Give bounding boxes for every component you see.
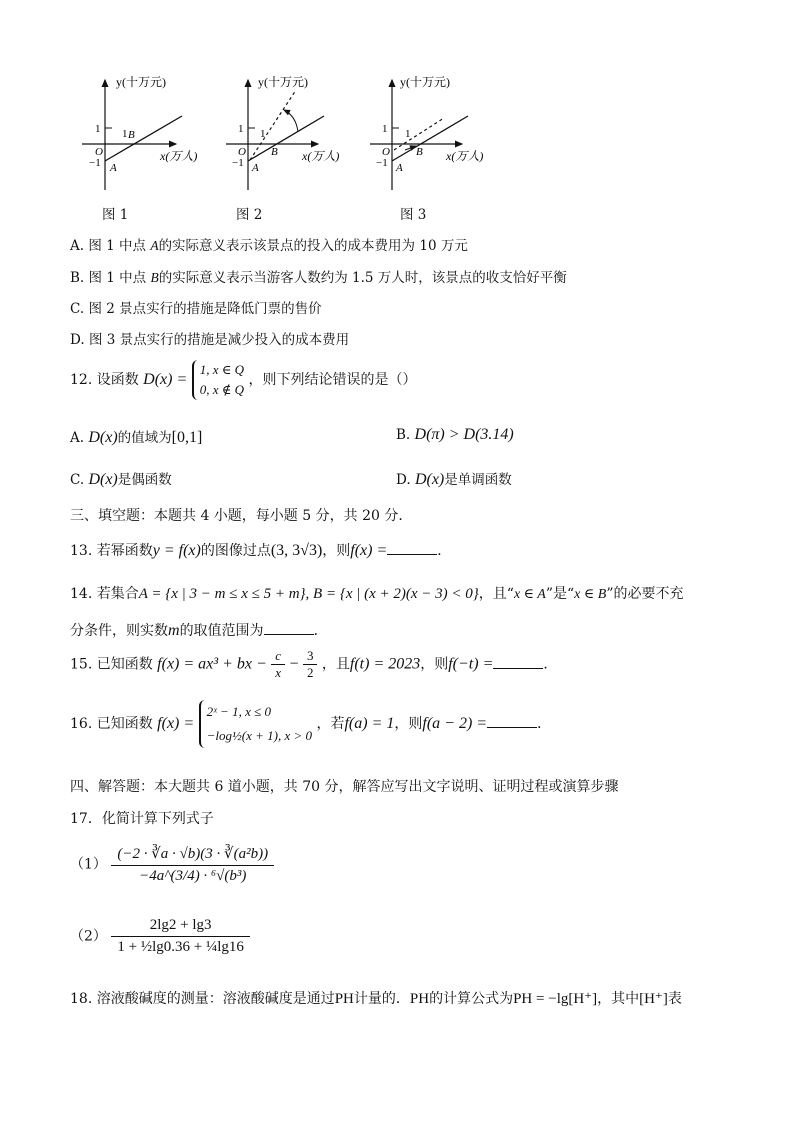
math: f(−t) = [448, 655, 494, 673]
q12-stem [70, 360, 416, 400]
question-number: 13. [70, 543, 93, 559]
option-text: 图 1 中点 [88, 270, 151, 286]
q11-option-c [70, 297, 322, 317]
denominator: 1 + ½lg0.36 + ¼lg16 [117, 939, 244, 955]
option-text: 的实际意义表示该景点的投入的成本费用为 10 万元 [158, 238, 468, 254]
option-letter: C. [70, 301, 85, 317]
q14-line-2 [70, 620, 328, 640]
question-number: 16. [70, 716, 93, 732]
q17-part-2 [70, 915, 250, 958]
fig3-point-a: A [396, 162, 403, 174]
function-name: D(x) = [143, 371, 188, 388]
math: PH = −lg[H⁺] [513, 991, 598, 1007]
question-text: 若集合 [96, 586, 139, 602]
q12-option-b [396, 426, 514, 444]
option-var: A [150, 238, 159, 253]
fig3-tick-1: 1 [382, 123, 388, 135]
q12-option-d [396, 468, 512, 489]
part-label: （1） [70, 856, 107, 873]
option-letter: B. [70, 270, 85, 286]
option-letter: C. [70, 472, 85, 488]
fig2-tick-1: 1 [238, 123, 244, 135]
question-text: ”的必要不充 [606, 586, 684, 602]
question-text: ，则 [420, 656, 449, 673]
q12-option-a [70, 426, 202, 447]
fraction-expression-1 [111, 842, 274, 887]
fig3-x-label: x(万人) [446, 149, 484, 163]
question-number: 15. [70, 656, 93, 673]
question-text: ，若 [316, 716, 345, 732]
question-text: ，且“ [478, 586, 514, 602]
case-1: 1, x ∈ Q [199, 362, 245, 377]
question-text: 分条件，则实数 [70, 623, 168, 639]
option-text: 图 3 景点实行的措施是减少投入的成本费用 [88, 332, 350, 348]
option-math: D(x) [88, 471, 118, 488]
option-letter: D. [396, 472, 411, 488]
math: PH [409, 991, 430, 1007]
option-text: 是单调函数 [444, 472, 512, 488]
fig2-y-label: y(十万元) [258, 75, 308, 89]
fig3-y-label: y(十万元) [400, 75, 450, 89]
option-text: 是偶函数 [117, 472, 172, 488]
answer-blank[interactable] [493, 656, 543, 669]
q17-part-1 [70, 842, 274, 887]
answer-blank[interactable] [487, 715, 537, 728]
case-2: 0, x ∉ Q [199, 382, 245, 397]
function-name: f(x) = [157, 715, 195, 732]
question-text: 若幂函数 [96, 543, 153, 559]
fig1-point-b: B [128, 129, 135, 141]
fig3-tick-neg1: −1 [376, 157, 388, 169]
question-text: ，则 [322, 543, 351, 559]
question-number: 14. [70, 586, 93, 602]
math: x ∈ A [513, 587, 546, 602]
q16 [70, 700, 551, 748]
option-math: D(x) [414, 471, 445, 488]
option-text: 图 1 中点 [88, 238, 151, 254]
option-math: [0,1] [171, 429, 203, 446]
section-3-heading: 三、填空题：本题共 4 小题，每小题 5 分，共 20 分． [70, 508, 413, 524]
figure-3 [370, 74, 483, 190]
question-text: ． [543, 656, 558, 673]
section-4-heading: 四、解答题：本大题共 6 道小题，共 70 分，解答应写出文字说明、证明过程或演算步骤 [70, 779, 619, 795]
figures-row [0, 0, 794, 225]
q11-option-d [70, 328, 349, 348]
math: f(x) = ax³ + bx − [157, 655, 267, 673]
piecewise-cases [199, 700, 312, 748]
fraction-c-over-x [271, 648, 285, 681]
question-text: 溶液酸碱度的测量：溶液酸碱度是通过 [96, 991, 335, 1007]
math: f(a − 2) = [422, 715, 488, 732]
math: PH [334, 991, 354, 1007]
answer-blank[interactable] [387, 542, 437, 555]
answer-blank[interactable] [264, 622, 314, 635]
question-text: 的图像过点 [200, 543, 271, 559]
fig1-point-a: A [110, 162, 117, 174]
fig2-tick-1-x: 1 [260, 128, 266, 140]
question-text: 表 [667, 991, 682, 1007]
figure-3-caption: 图 3 [400, 207, 427, 223]
question-text: 设函数 [96, 372, 139, 388]
q11-option-b [70, 266, 567, 286]
question-text: ． [537, 716, 552, 732]
q18 [70, 988, 682, 1008]
fig2-tick-neg1: −1 [232, 157, 244, 169]
question-text: 的计算公式为 [429, 991, 514, 1007]
fig3-origin: O [382, 146, 390, 158]
math: (3, 3√3) [270, 542, 323, 559]
question-text: ． [437, 543, 452, 559]
case-1: 2ˣ − 1, x ≤ 0 [206, 704, 271, 719]
question-text: ，其中 [597, 991, 640, 1007]
question-text: ，则 [394, 716, 423, 732]
option-math: D(x) [88, 429, 118, 446]
option-math: D(π) > D(3.14) [414, 426, 514, 443]
denominator: 2 [306, 665, 314, 680]
fig1-y-label: y(十万元) [116, 75, 166, 89]
q15 [70, 648, 557, 681]
numerator: c [271, 648, 285, 665]
question-number: 12. [70, 372, 93, 388]
option-letter: B. [396, 427, 411, 443]
math: f(x) = [350, 542, 388, 559]
fig1-tick-neg1: −1 [89, 157, 101, 169]
part-label: （2） [70, 928, 107, 945]
fig2-point-a: A [252, 162, 259, 174]
math: x ∈ B [574, 587, 607, 602]
fig3-point-b: B [416, 146, 423, 158]
numerator: (−2 · ∛a · √b)(3 · ∛(a²b)) [111, 842, 274, 866]
math: [H⁺] [639, 991, 668, 1007]
option-letter: A. [70, 430, 85, 446]
math: f(a) = 1 [344, 715, 395, 732]
numerator: 3 [303, 648, 318, 665]
question-text: 计量的． [353, 991, 410, 1007]
fig2-origin: O [238, 146, 246, 158]
case-2: −log½(x + 1), x > 0 [206, 728, 313, 743]
math: A = {x | 3 − m ≤ x ≤ 5 + m}, B = {x | (x + 2)(x − 3) < 0} [138, 586, 479, 602]
fig1-tick-1-x: 1 [122, 128, 128, 140]
fig3-tick-1-x: 1 [405, 128, 411, 140]
option-text: 图 2 景点实行的措施是降低门票的售价 [88, 301, 322, 317]
math: y = f(x) [152, 542, 201, 559]
denominator: −4a^(3/4) · ⁶√(b³) [139, 868, 247, 884]
question-text: ”是“ [545, 586, 575, 602]
denominator: x [275, 665, 281, 680]
question-text: 已知函数 [96, 716, 153, 732]
figure-1-caption: 图 1 [102, 207, 129, 223]
piecewise-cases [192, 360, 244, 400]
question-number: 18. [70, 991, 93, 1007]
option-var: B [150, 270, 159, 285]
figure-1 [82, 74, 197, 190]
fig1-x-label: x(万人) [160, 149, 198, 163]
question-text: ，则下列结论错误的是（） [248, 372, 417, 388]
math: − [289, 655, 299, 673]
option-letter: D. [70, 332, 85, 348]
figure-2 [226, 74, 339, 190]
fraction-expression-2 [111, 915, 250, 958]
figure-2-caption: 图 2 [236, 207, 263, 223]
question-text: 的取值范围为 [179, 623, 264, 639]
option-text: 的实际意义表示当游客人数约为 1.5 万人时，该景点的收支恰好平衡 [158, 270, 567, 286]
question-text: ，且 [321, 656, 350, 673]
fig1-tick-1: 1 [95, 123, 101, 135]
question-text: 已知函数 [96, 656, 153, 673]
option-text: 的值域为 [117, 430, 172, 446]
numerator: 2lg2 + lg3 [111, 915, 250, 937]
q14-line-1 [70, 583, 683, 603]
q12-option-c [70, 468, 172, 489]
q17-title: 17．化简计算下列式子 [70, 811, 214, 827]
math: f(t) = 2023 [349, 655, 421, 673]
fig1-origin: O [95, 146, 103, 158]
q11-option-a [70, 234, 468, 254]
option-letter: A. [70, 238, 85, 254]
fraction-3-over-2 [303, 648, 318, 681]
fig2-x-label: x(万人) [302, 149, 340, 163]
math: m [168, 622, 180, 639]
fig2-point-b: B [271, 146, 278, 158]
q13 [70, 540, 451, 560]
question-text: ． [313, 623, 328, 639]
